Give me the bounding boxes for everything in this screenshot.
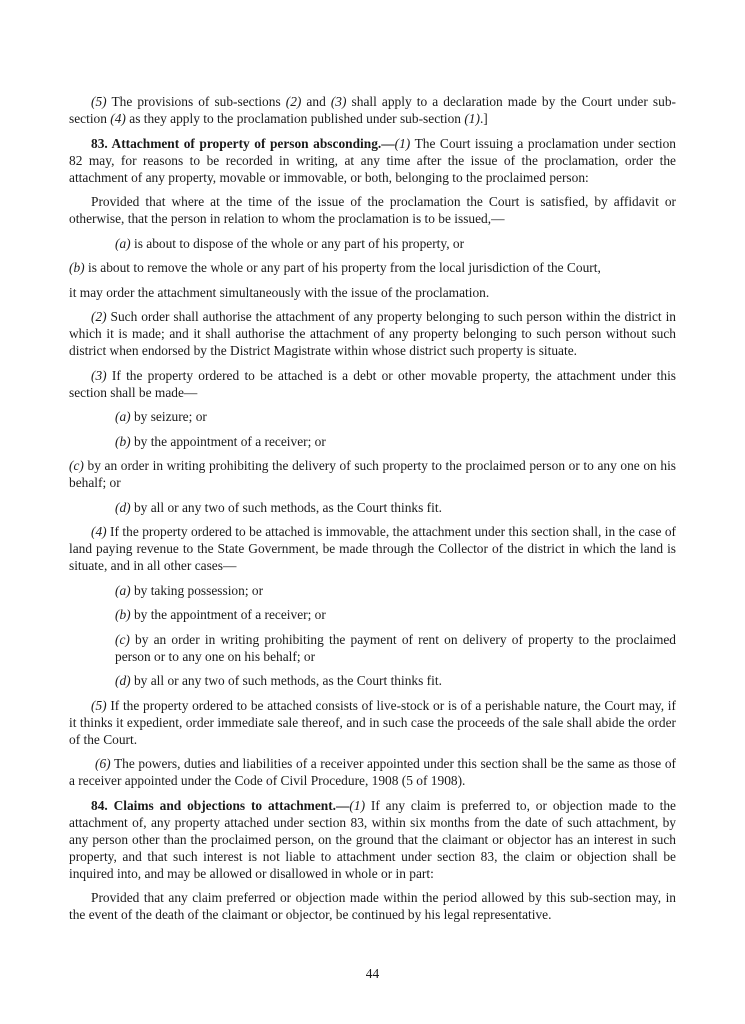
subsection-ref: (3) <box>330 94 347 109</box>
clause-label: (b) <box>115 433 131 449</box>
subsection-6 <box>69 755 676 789</box>
subsection-number: (6) <box>95 756 111 771</box>
section-heading: 83. Attachment of property of person absconding.— <box>91 135 395 151</box>
clause-text: by taking possession; or <box>130 582 264 598</box>
clause-text: by all or any two of such methods, as the Court thinks fit. <box>130 673 442 688</box>
section-83 <box>69 135 676 186</box>
section-text: The Court issuing a proclamation under section 82 may, for reasons to be recorded in writing, at any time after the issue of the proclamation, order the attachment of any property, movable or immovable, or both, belonging to the proclaimed person: <box>69 135 676 185</box>
subsection-2 <box>69 308 676 359</box>
section-text: If any claim is preferred to, or objection made to the attachment of, any property attached under section 83, within six months from the date of such attachment, by any person other than the proclaimed person, on the ground that the claimant or objector has an interest in such property, and that such interest is not liable to attachment under section 83, the claim or objection shall be inquired into, and may be allowed or disallowed in whole or in part: <box>69 797 676 881</box>
subsection-number: (5) <box>91 94 107 109</box>
subsection-5 <box>69 697 676 748</box>
clause-4c <box>69 631 676 665</box>
text: and <box>301 94 331 109</box>
subsection-text: The powers, duties and liabilities of a receiver appointed under this section shall be the same as those of a receiver appointed under the Code of Civil Procedure, 1908 (5 of 1908). <box>69 756 676 788</box>
subsection-ref: (1) <box>464 111 480 126</box>
subsection-text: If the property ordered to be attached is a debt or other movable property, the attachment under this section shall be made— <box>69 367 676 400</box>
text: .] <box>479 111 488 126</box>
subsection-number: (2) <box>91 309 107 324</box>
clause-3a <box>69 408 676 425</box>
clause-a <box>69 235 676 252</box>
clause-text: is about to remove the whole or any part of his property from the local jurisdiction of the Court, <box>84 260 601 275</box>
paragraph-subsection-5-previous <box>69 93 676 127</box>
clause-b <box>69 259 676 276</box>
clause-text: is about to dispose of the whole or any part of his property, or <box>130 235 465 251</box>
clause-label: (d) <box>115 499 131 515</box>
proviso: Provided that where at the time of the issue of the proclamation the Court is satisfied, by affidavit or otherwise, that the person in relation to whom the proclamation is to be issued,— <box>69 194 676 226</box>
subsection-text: Such order shall authorise the attachment of any property belonging to such person within the district in which it is made; and it shall authorise the attachment of any property belonging to such person without such district when endorsed by the District Magistrate within whose district such property is situate. <box>69 309 676 358</box>
clause-label: (c) <box>69 458 84 473</box>
text: The provisions of sub-sections <box>106 94 286 109</box>
subsection-3 <box>69 367 676 401</box>
clause-text: by an order in writing prohibiting the payment of rent on delivery of property to the proclaimed person or to any one on his behalf; or <box>115 631 676 664</box>
clause-text: by seizure; or <box>130 409 207 424</box>
clause-label: (b) <box>115 607 131 622</box>
clause-text: by all or any two of such methods, as the Court thinks fit. <box>130 499 442 515</box>
subsection-ref: (2) <box>285 94 302 109</box>
subsection-number: (5) <box>91 697 107 713</box>
subsection-number: (1) <box>394 135 411 151</box>
subsection-number: (4) <box>91 524 107 539</box>
subsection-number: (3) <box>91 367 107 383</box>
subsection-number: (1) <box>349 797 366 813</box>
clause-label: (a) <box>115 409 131 424</box>
subsection-4 <box>69 523 676 574</box>
clause-text: by the appointment of a receiver; or <box>130 433 326 449</box>
clause-label: (b) <box>69 260 85 275</box>
clause-label: (c) <box>115 631 130 647</box>
clause-label: (a) <box>115 235 131 251</box>
subsection-text: If the property ordered to be attached is immovable, the attachment under this section shall, in the case of land paying revenue to the State Government, be made through the Collector of the district in which the land is situate, and in all other cases— <box>69 524 676 573</box>
clause-text: by the appointment of a receiver; or <box>130 607 326 622</box>
clause-4b <box>69 606 676 623</box>
clause-4a <box>69 582 676 599</box>
closing-text: it may order the attachment simultaneously with the issue of the proclamation. <box>69 284 490 300</box>
clause-3c <box>69 457 676 491</box>
clause-3b <box>69 433 676 450</box>
text: shall apply to a declaration made by the Court under sub-section <box>69 94 676 126</box>
proviso: Provided that any claim preferred or objection made within the period allowed by this sub-section may, in the event of the death of the claimant or objector, be continued by his legal representative. <box>69 890 676 922</box>
clause-4d <box>69 672 676 689</box>
page-body <box>69 93 676 931</box>
page-number: 44 <box>365 966 380 981</box>
text: as they apply to the proclamation published under sub-section <box>125 111 465 126</box>
section-heading: 84. Claims and objections to attachment.— <box>91 797 350 813</box>
clause-text: by an order in writing prohibiting the delivery of such property to the proclaimed person or to any one on his behalf; or <box>69 458 676 490</box>
subsection-ref: (4) <box>110 111 126 126</box>
subsection-text: If the property ordered to be attached consists of live-stock or is of a perishable nature, the Court may, if it thinks it expedient, order immediate sale thereof, and in such case the proceeds of the sale shall abide the order of the Court. <box>69 697 676 747</box>
clause-label: (d) <box>115 673 131 688</box>
clause-label: (a) <box>115 582 131 598</box>
section-84 <box>69 797 676 882</box>
clause-3d <box>69 499 676 516</box>
